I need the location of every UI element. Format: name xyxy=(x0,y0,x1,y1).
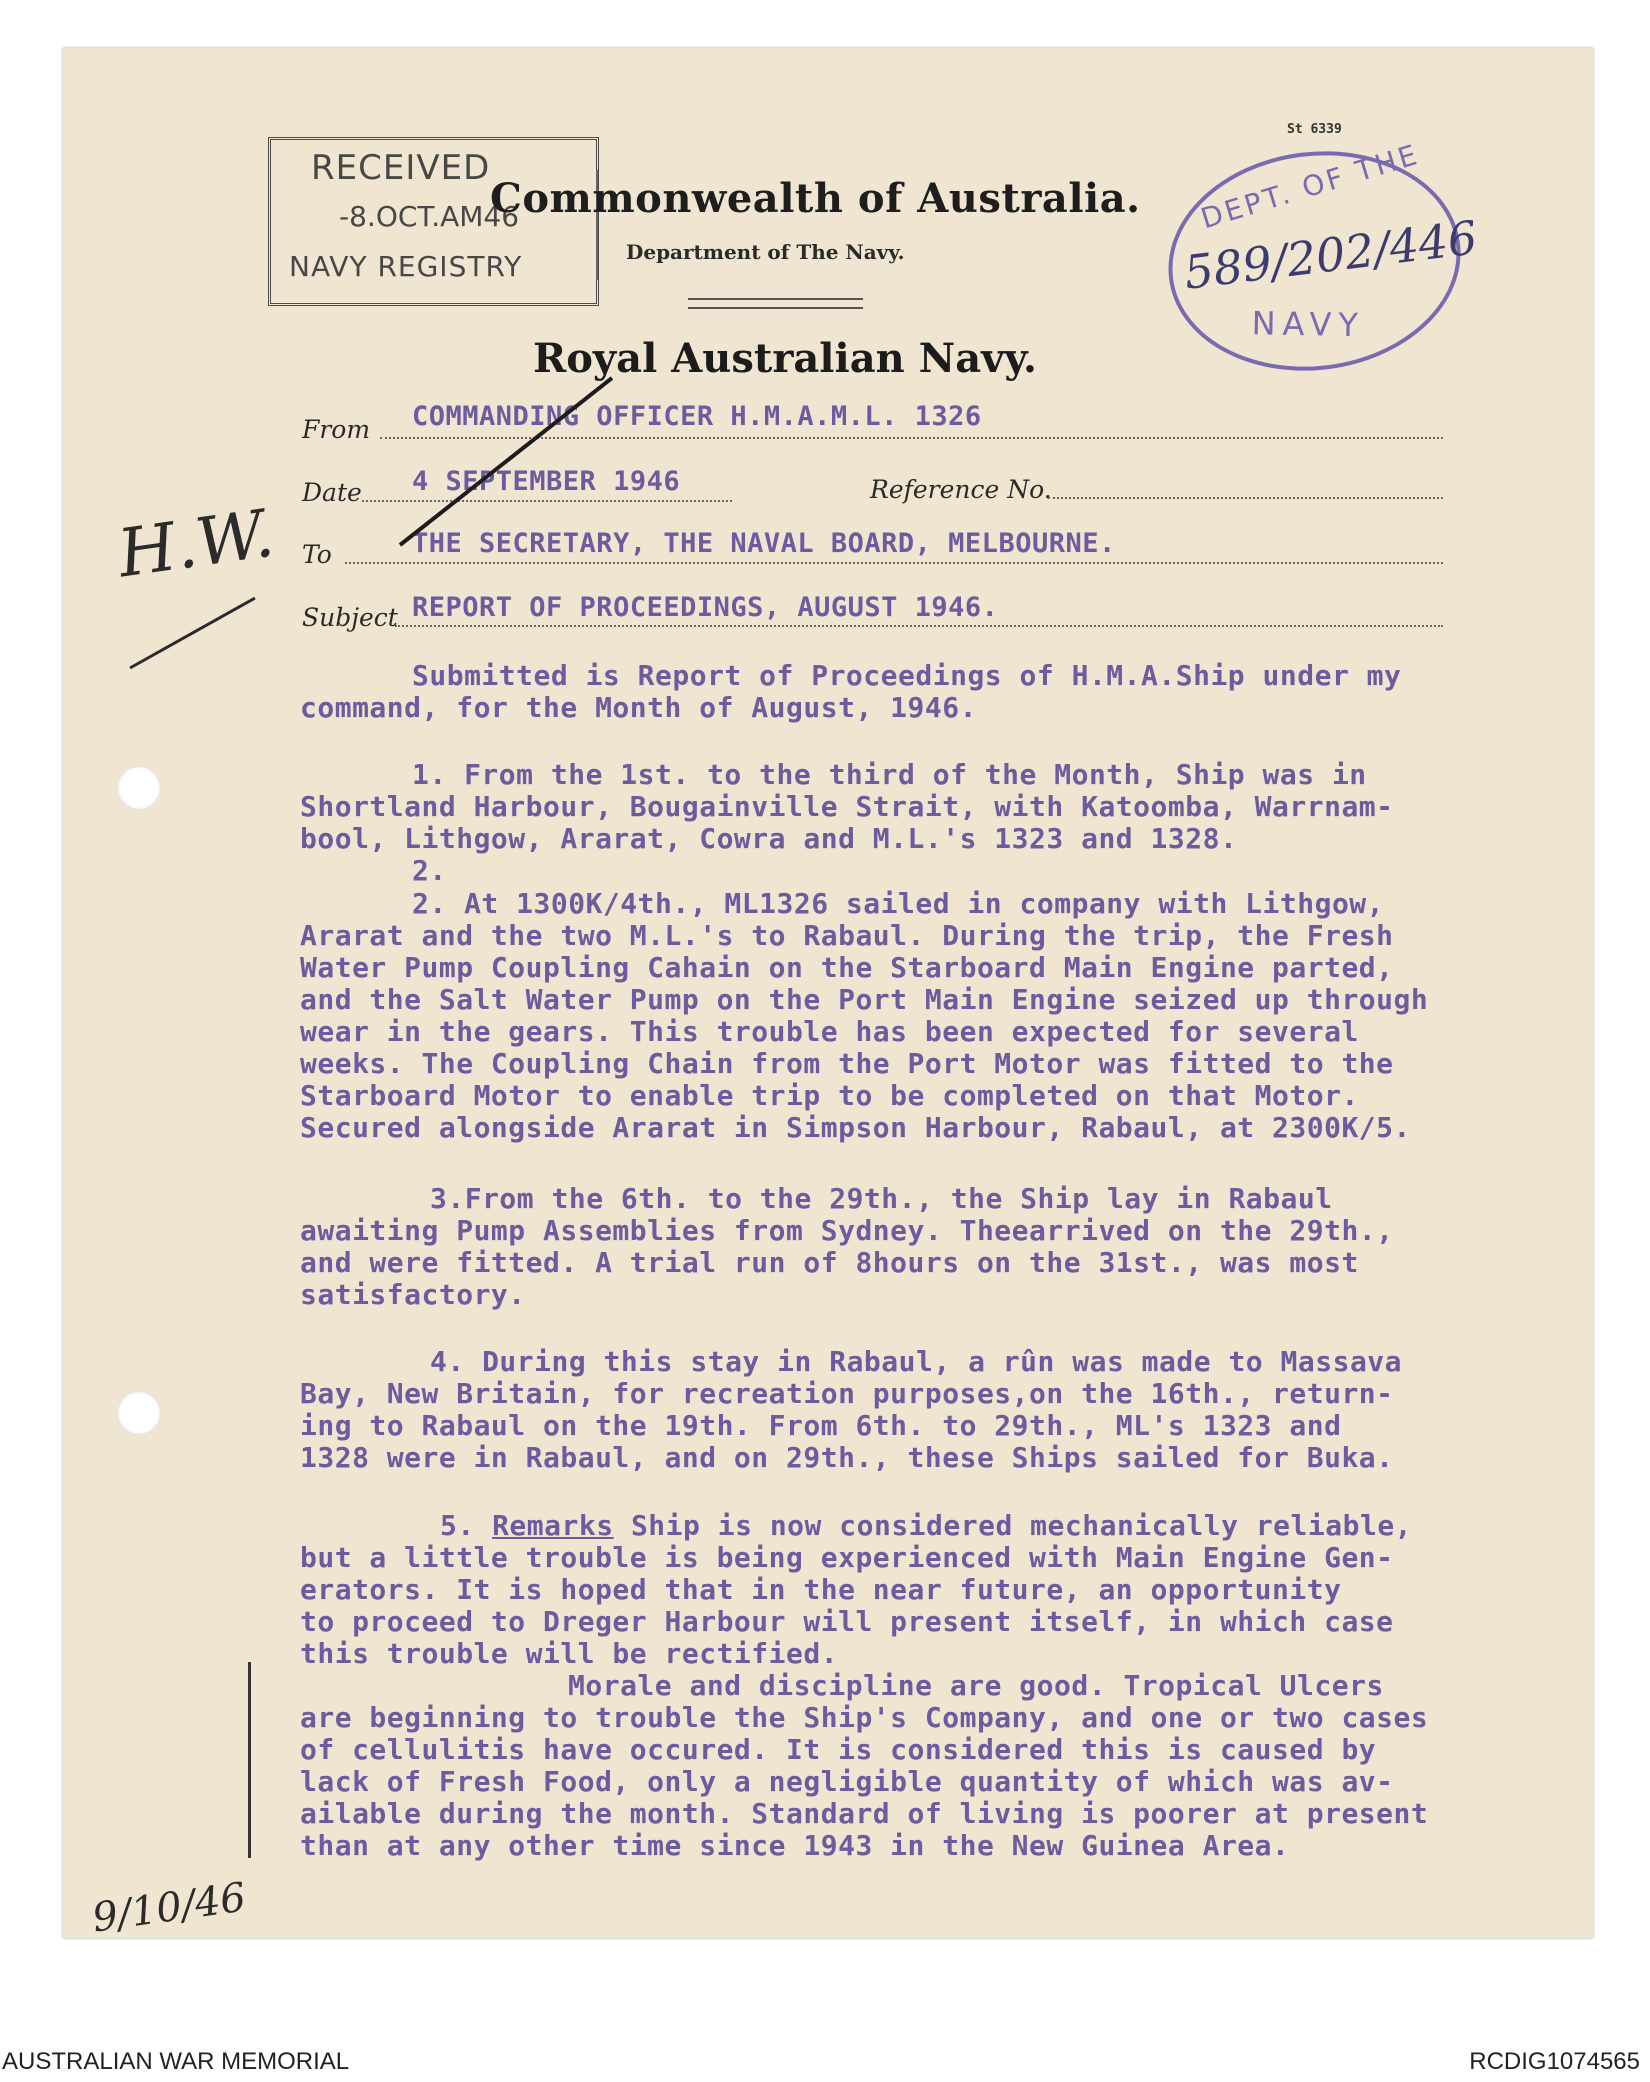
intro-line: Submitted is Report of Proceedings of H.M.A.Ship under my xyxy=(412,659,1402,692)
p5-line: to proceed to Dreger Harbour will present itself, in which case xyxy=(300,1605,1394,1638)
subject-value: REPORT OF PROCEEDINGS, AUGUST 1946. xyxy=(412,592,999,623)
p2-line: and the Salt Water Pump on the Port Main Engine seized up through xyxy=(300,983,1429,1016)
p3-line: awaiting Pump Assemblies from Sydney. Theearrived on the 29th., xyxy=(300,1214,1394,1247)
intro-line: command, for the Month of August, 1946. xyxy=(300,691,977,724)
service-heading: Royal Australian Navy. xyxy=(533,335,1037,382)
from-value: COMMANDING OFFICER H.M.A.M.L. 1326 xyxy=(412,401,982,432)
date-label: Date xyxy=(302,478,362,507)
p2-line: 2. At 1300K/4th., ML1326 sailed in company with Lithgow, xyxy=(412,887,1385,920)
received-stamp-date: -8.OCT.AM46 xyxy=(339,200,520,233)
p4-line: ing to Rabaul on the 19th. From 6th. to 29th., ML's 1323 and xyxy=(300,1409,1342,1442)
remarks-heading: Remarks xyxy=(492,1509,614,1542)
registry-stamp-top: DEPT. OF THE xyxy=(1197,137,1424,236)
p3-line: satisfactory. xyxy=(300,1278,526,1311)
p6-line: of cellulitis have occured. It is considered this is caused by xyxy=(300,1733,1377,1766)
p1-line: 2. xyxy=(412,854,447,887)
p5-first-text: Ship is now considered mechanically reliable, xyxy=(630,1509,1413,1542)
reference-label: Reference No. xyxy=(870,475,1052,504)
p6-line: Morale and discipline are good. Tropical Ulcers xyxy=(568,1669,1384,1702)
subject-label: Subject xyxy=(302,603,398,632)
margin-mark xyxy=(248,1662,251,1858)
p4-line: Bay, New Britain, for recreation purposes,on the 16th., return- xyxy=(300,1377,1394,1410)
p1-line: Shortland Harbour, Bougainville Strait, with Katoomba, Warrnam- xyxy=(300,790,1394,823)
p2-line: Ararat and the two M.L.'s to Rabaul. During the trip, the Fresh xyxy=(300,919,1394,952)
footer-id: RCDIG1074565 xyxy=(1469,2048,1640,2075)
date-value: 4 SEPTEMBER 1946 xyxy=(412,466,681,497)
p2-line: Starboard Motor to enable trip to be completed on that Motor. xyxy=(300,1079,1359,1112)
p4-line: 1328 were in Rabaul, and on 29th., these Ships sailed for Buka. xyxy=(300,1441,1394,1474)
handwritten-date: 9/10/46 xyxy=(89,1874,249,1942)
p5-line: erators. It is hoped that in the near future, an opportunity xyxy=(300,1573,1342,1606)
p2-line: Water Pump Coupling Cahain on the Starboard Main Engine parted, xyxy=(300,951,1394,984)
initials-flourish xyxy=(130,598,255,668)
to-label: To xyxy=(302,540,332,569)
p6-line: lack of Fresh Food, only a negligible quantity of which was av- xyxy=(300,1765,1394,1798)
from-label: From xyxy=(302,415,371,444)
p6-line: than at any other time since 1943 in the New Guinea Area. xyxy=(300,1829,1290,1862)
p5-line: but a little trouble is being experienced with Main Engine Gen- xyxy=(300,1541,1394,1574)
footer-source: AUSTRALIAN WAR MEMORIAL xyxy=(2,2048,350,2075)
date-slash xyxy=(400,378,612,545)
p3-line: 3.From the 6th. to the 29th., the Ship lay in Rabaul xyxy=(430,1182,1333,1215)
p4-line: 4. During this stay in Rabaul, a rûn was made to Massava xyxy=(430,1345,1403,1378)
p6-line: are beginning to trouble the Ship's Company, and one or two cases xyxy=(300,1701,1429,1734)
p3-line: and were fitted. A trial run of 8hours on the 31st., was most xyxy=(300,1246,1359,1279)
p2-line: weeks. The Coupling Chain from the Port Motor was fitted to the xyxy=(300,1047,1394,1080)
registry-file-number: 589/202/446 xyxy=(1181,210,1480,300)
p6-line: ailable during the month. Standard of living is poorer at present xyxy=(300,1797,1429,1830)
letterhead-title: Commonwealth of Australia. xyxy=(490,175,1141,222)
letterhead-department: Department of The Navy. xyxy=(626,240,905,264)
handwritten-initials: H.W. xyxy=(113,494,279,593)
p2-line: wear in the gears. This trouble has been expected for several xyxy=(300,1015,1359,1048)
received-stamp-title: RECEIVED xyxy=(311,148,491,188)
p2-line: Secured alongside Ararat in Simpson Harbour, Rabaul, at 2300K/5. xyxy=(300,1111,1411,1144)
p5-line: this trouble will be rectified. xyxy=(300,1637,839,1670)
to-value: THE SECRETARY, THE NAVAL BOARD, MELBOURNE. xyxy=(412,528,1116,559)
received-stamp-registry: NAVY REGISTRY xyxy=(289,250,523,283)
form-number: St 6339 xyxy=(1287,122,1342,137)
p5-number: 5. xyxy=(440,1509,475,1542)
p1-line: bool, Lithgow, Ararat, Cowra and M.L.'s 1323 and 1328. xyxy=(300,822,1238,855)
p1-line: 1. From the 1st. to the third of the Month, Ship was in xyxy=(412,758,1367,791)
registry-stamp-bottom: NAVY xyxy=(1251,304,1366,345)
